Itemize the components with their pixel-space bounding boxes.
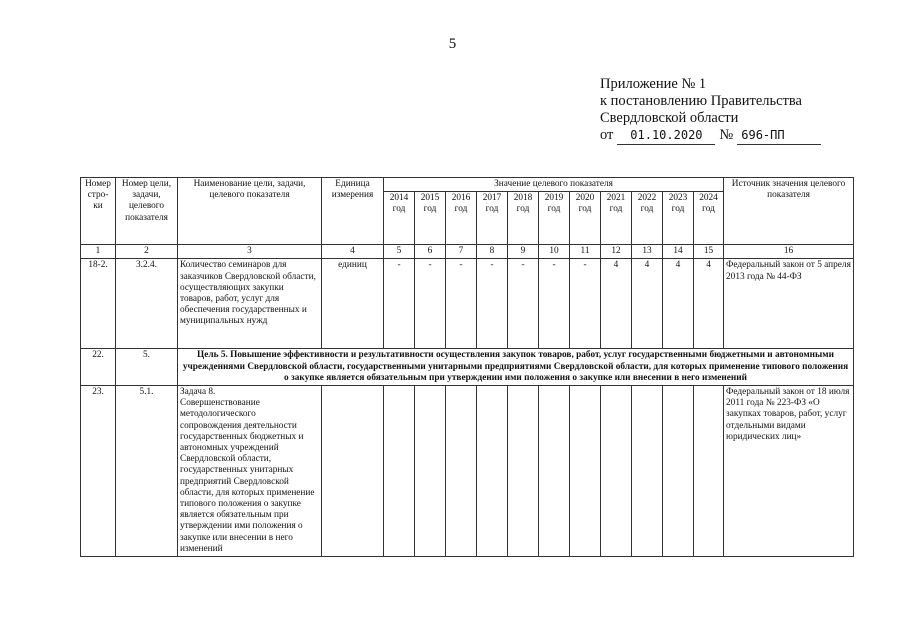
column-number: 5: [384, 245, 415, 259]
annex-line3: Свердловской области: [600, 110, 739, 126]
value-cell: 4: [663, 259, 694, 349]
value-cell: 4: [694, 259, 724, 349]
value-cell: [694, 386, 724, 557]
value-cell: -: [508, 259, 539, 349]
column-number: 3: [178, 245, 322, 259]
value-cell: 4: [632, 259, 663, 349]
decree-number: 696-ПП: [737, 127, 821, 145]
goal-number: 3.2.4.: [116, 259, 178, 349]
goal-number: 5.: [116, 349, 178, 386]
goal-number: 5.1.: [116, 386, 178, 557]
value-cell: -: [539, 259, 570, 349]
table-row: [81, 259, 854, 349]
column-number: 12: [601, 245, 632, 259]
task-name-cell: [178, 386, 322, 557]
header-year: 2019 год: [539, 192, 570, 245]
header-year: 2023 год: [663, 192, 694, 245]
column-number: 13: [632, 245, 663, 259]
task-name: Совершенствование методологического сопровождения деятельности государственных бюджетных и автономных учреждений Свердловской области, государственных унитарных предприятий Свердловской области, для которых применение типового положения о закупке является обязательным при утверждении ими положения о закупке или внесении в него изменений: [180, 398, 315, 554]
value-cell: [601, 386, 632, 557]
column-number: 10: [539, 245, 570, 259]
page-number: 5: [448, 36, 457, 52]
unit: [322, 386, 384, 557]
value-cell: [539, 386, 570, 557]
header-year: 2024 год: [694, 192, 724, 245]
value-cell: 4: [601, 259, 632, 349]
value-cell: [663, 386, 694, 557]
value-cell: [415, 386, 446, 557]
column-number: 4: [322, 245, 384, 259]
goal-row: [81, 349, 854, 386]
header-row-number: Номер стро-ки: [81, 178, 116, 245]
row-number: 23.: [81, 386, 116, 557]
row-number: 18-2.: [81, 259, 116, 349]
goal-title: Цель 5. Повышение эффективности и результативности осуществления закупок товаров, работ, услуг государственными бюджетными и автономными учреждениями Свердловской области, государственными унитарными предприятиями Свердловской области, для которых применение типового положения о закупке является обязательным при утверждении ими положения о закупке или внесении в него изменений: [178, 349, 854, 386]
column-number: 6: [415, 245, 446, 259]
annex-header: [600, 76, 821, 145]
column-number: 9: [508, 245, 539, 259]
header-year: 2022 год: [632, 192, 663, 245]
header-name: Наименование цели, задачи, целевого показателя: [178, 178, 322, 245]
value-cell: [384, 386, 415, 557]
value-cell: [446, 386, 477, 557]
annex-signature-line: [600, 127, 821, 145]
column-number: 15: [694, 245, 724, 259]
number-label: №: [719, 127, 734, 143]
value-cell: -: [477, 259, 508, 349]
target-indicators-table: [80, 177, 854, 557]
value-cell: [632, 386, 663, 557]
column-number: 8: [477, 245, 508, 259]
annex-title: Приложение № 1: [600, 76, 707, 92]
indicator-name: Количество семинаров для заказчиков Свердловской области, осуществляющих закупки товаров, работ, услуг для обеспечения государственных и муниципальных нужд: [178, 259, 322, 349]
unit: единиц: [322, 259, 384, 349]
decree-date: 01.10.2020: [617, 127, 715, 145]
column-number: 1: [81, 245, 116, 259]
column-number: 7: [446, 245, 477, 259]
header-goal-number: Номер цели, задачи, целевого показателя: [116, 178, 178, 245]
value-cell: [570, 386, 601, 557]
header-year: 2018 год: [508, 192, 539, 245]
column-number: 2: [116, 245, 178, 259]
header-source: Источник значения целевого показателя: [724, 178, 854, 245]
column-number: 16: [724, 245, 854, 259]
source: Федеральный закон от 5 апреля 2013 года № 44-ФЗ: [724, 259, 854, 349]
value-cell: -: [415, 259, 446, 349]
header-year: 2021 год: [601, 192, 632, 245]
annex-line2: к постановлению Правительства: [600, 93, 802, 109]
header-values-group: Значение целевого показателя: [384, 178, 724, 192]
column-number: 11: [570, 245, 601, 259]
value-cell: [477, 386, 508, 557]
column-number: 14: [663, 245, 694, 259]
table-row: [81, 386, 854, 557]
value-cell: [508, 386, 539, 557]
row-number: 22.: [81, 349, 116, 386]
header-row: [81, 178, 854, 192]
header-year: 2017 год: [477, 192, 508, 245]
header-unit: Единица измерения: [322, 178, 384, 245]
source: Федеральный закон от 18 июля 2011 года № 223-ФЗ «О закупках товаров, работ, услуг отдельными видами юридических лиц»: [724, 386, 854, 557]
column-numbers-row: [81, 245, 854, 259]
value-cell: -: [384, 259, 415, 349]
task-label: Задача 8.: [180, 387, 216, 398]
from-label: от: [600, 127, 614, 143]
header-year: 2015 год: [415, 192, 446, 245]
header-year: 2016 год: [446, 192, 477, 245]
header-year: 2014 год: [384, 192, 415, 245]
value-cell: -: [446, 259, 477, 349]
value-cell: -: [570, 259, 601, 349]
header-year: 2020 год: [570, 192, 601, 245]
